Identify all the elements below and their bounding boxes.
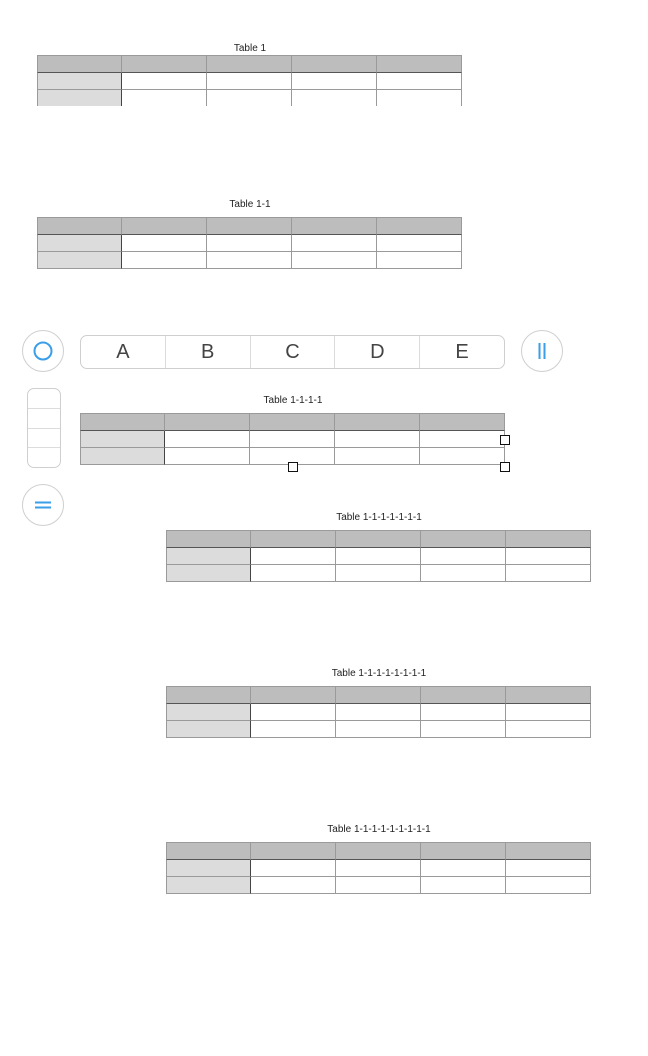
table-cell[interactable] — [506, 877, 591, 894]
table-cell[interactable] — [377, 90, 462, 106]
header-cell[interactable] — [165, 413, 250, 431]
header-cell[interactable] — [80, 413, 165, 431]
header-cell[interactable] — [336, 686, 421, 704]
row-header-cell[interactable] — [166, 565, 251, 582]
header-cell[interactable] — [292, 217, 377, 235]
select-table-button[interactable] — [22, 330, 64, 372]
table-cell[interactable] — [377, 252, 462, 269]
resize-handle-right[interactable] — [500, 435, 510, 445]
column-control-button[interactable] — [521, 330, 563, 372]
table-cell[interactable] — [251, 704, 336, 721]
column-label-d[interactable]: D — [335, 336, 420, 368]
row-header-cell[interactable] — [80, 431, 165, 448]
table-1-1-1-1-1-1-1-1-1[interactable] — [166, 824, 592, 898]
column-label-a[interactable]: A — [81, 336, 166, 368]
row-segment[interactable] — [28, 448, 60, 467]
row-header-cell[interactable] — [166, 721, 251, 738]
double-bar-icon — [531, 340, 553, 362]
table-cell[interactable] — [122, 90, 207, 106]
table-cell[interactable] — [377, 235, 462, 252]
table-1-1-1-1[interactable] — [80, 395, 506, 469]
table-1-1-1-1-1-1-1-1[interactable] — [166, 668, 592, 742]
table-cell[interactable] — [122, 235, 207, 252]
table-cell[interactable] — [336, 721, 421, 738]
table-cell[interactable] — [421, 704, 506, 721]
table-title: Table 1 — [233, 43, 267, 54]
header-cell[interactable] — [506, 686, 591, 704]
row-header-cell[interactable] — [80, 448, 165, 465]
table-cell[interactable] — [207, 252, 292, 269]
column-header-bar[interactable] — [80, 335, 505, 369]
header-cell[interactable] — [420, 413, 505, 431]
row-segment[interactable] — [28, 429, 60, 449]
table-cell[interactable] — [506, 860, 591, 877]
row-header-cell[interactable] — [37, 73, 122, 90]
table-cell[interactable] — [336, 704, 421, 721]
table-cell[interactable] — [506, 548, 591, 565]
table-grid[interactable] — [37, 55, 462, 106]
row-header-bar[interactable] — [27, 388, 61, 468]
header-cell[interactable] — [251, 530, 336, 548]
table-cell[interactable] — [292, 252, 377, 269]
header-cell[interactable] — [166, 530, 251, 548]
header-cell[interactable] — [335, 413, 420, 431]
table-cell[interactable] — [421, 860, 506, 877]
header-cell[interactable] — [377, 217, 462, 235]
column-label-c[interactable]: C — [251, 336, 336, 368]
header-cell[interactable] — [336, 842, 421, 860]
row-header-cell[interactable] — [166, 860, 251, 877]
header-cell[interactable] — [251, 842, 336, 860]
table-cell[interactable] — [421, 721, 506, 738]
table-cell[interactable] — [207, 73, 292, 90]
table-grid[interactable] — [166, 686, 591, 738]
header-cell[interactable] — [421, 686, 506, 704]
header-cell[interactable] — [122, 55, 207, 73]
table-cell[interactable] — [122, 252, 207, 269]
header-cell[interactable] — [377, 55, 462, 73]
equals-icon — [32, 494, 54, 516]
header-cell[interactable] — [37, 217, 122, 235]
row-header-cell[interactable] — [166, 877, 251, 894]
header-cell[interactable] — [421, 842, 506, 860]
table-cell[interactable] — [207, 235, 292, 252]
row-control-button[interactable] — [22, 484, 64, 526]
table-cell[interactable] — [292, 90, 377, 106]
table-cell[interactable] — [165, 448, 250, 465]
table-cell[interactable] — [335, 431, 420, 448]
resize-handle-bottom[interactable] — [288, 462, 298, 472]
header-cell[interactable] — [166, 842, 251, 860]
column-label-e[interactable]: E — [455, 340, 469, 363]
table-grid[interactable] — [166, 842, 591, 894]
row-header-cell[interactable] — [37, 252, 122, 269]
circle-icon — [32, 340, 54, 362]
table-title: Table 1-1-1-1-1-1-1 — [336, 512, 422, 523]
table-cell[interactable] — [421, 548, 506, 565]
row-header-cell[interactable] — [37, 90, 122, 106]
row-segment[interactable] — [28, 409, 60, 429]
column-label-b[interactable]: B — [166, 336, 251, 368]
table-cell[interactable] — [250, 431, 335, 448]
table-grid[interactable] — [80, 413, 505, 465]
table-cell[interactable] — [336, 548, 421, 565]
header-cell[interactable] — [166, 686, 251, 704]
row-header-cell[interactable] — [166, 704, 251, 721]
table-cell[interactable] — [336, 565, 421, 582]
table-1-1[interactable] — [37, 199, 463, 273]
resize-handle-corner[interactable] — [500, 462, 510, 472]
header-cell[interactable] — [506, 530, 591, 548]
table-title: Table 1-1 — [229, 199, 271, 210]
header-cell[interactable] — [292, 55, 377, 73]
header-cell[interactable] — [421, 530, 506, 548]
table-cell[interactable] — [336, 860, 421, 877]
table-cell[interactable] — [207, 90, 292, 106]
table-1-1-1-1-1-1-1[interactable] — [166, 512, 592, 586]
table-1[interactable] — [37, 43, 463, 115]
table-title: Table 1-1-1-1-1-1-1-1-1 — [327, 824, 431, 835]
header-cell[interactable] — [207, 55, 292, 73]
table-cell[interactable] — [251, 548, 336, 565]
table-cell[interactable] — [420, 448, 505, 465]
table-cell[interactable] — [292, 235, 377, 252]
header-cell[interactable] — [506, 842, 591, 860]
header-cell[interactable] — [250, 413, 335, 431]
header-cell[interactable] — [37, 55, 122, 73]
table-cell[interactable] — [421, 565, 506, 582]
table-cell[interactable] — [251, 860, 336, 877]
table-cell[interactable] — [251, 877, 336, 894]
header-cell[interactable] — [251, 686, 336, 704]
table-title: Table 1-1-1-1 — [263, 395, 323, 406]
table-cell[interactable] — [292, 73, 377, 90]
table-cell[interactable] — [251, 721, 336, 738]
row-header-cell[interactable] — [166, 548, 251, 565]
table-cell[interactable] — [420, 431, 505, 448]
table-grid[interactable] — [166, 530, 591, 582]
table-cell[interactable] — [377, 73, 462, 90]
table-cell[interactable] — [421, 877, 506, 894]
table-grid[interactable] — [37, 217, 462, 269]
header-cell[interactable] — [122, 217, 207, 235]
header-cell[interactable] — [336, 530, 421, 548]
table-cell[interactable] — [122, 73, 207, 90]
table-title: Table 1-1-1-1-1-1-1-1 — [331, 668, 427, 679]
table-cell[interactable] — [336, 877, 421, 894]
table-cell[interactable] — [506, 704, 591, 721]
header-cell[interactable] — [207, 217, 292, 235]
row-header-cell[interactable] — [37, 235, 122, 252]
row-segment[interactable] — [28, 389, 60, 409]
table-cell[interactable] — [335, 448, 420, 465]
table-cell[interactable] — [251, 565, 336, 582]
table-cell[interactable] — [165, 431, 250, 448]
table-cell[interactable] — [506, 721, 591, 738]
table-cell[interactable] — [506, 565, 591, 582]
